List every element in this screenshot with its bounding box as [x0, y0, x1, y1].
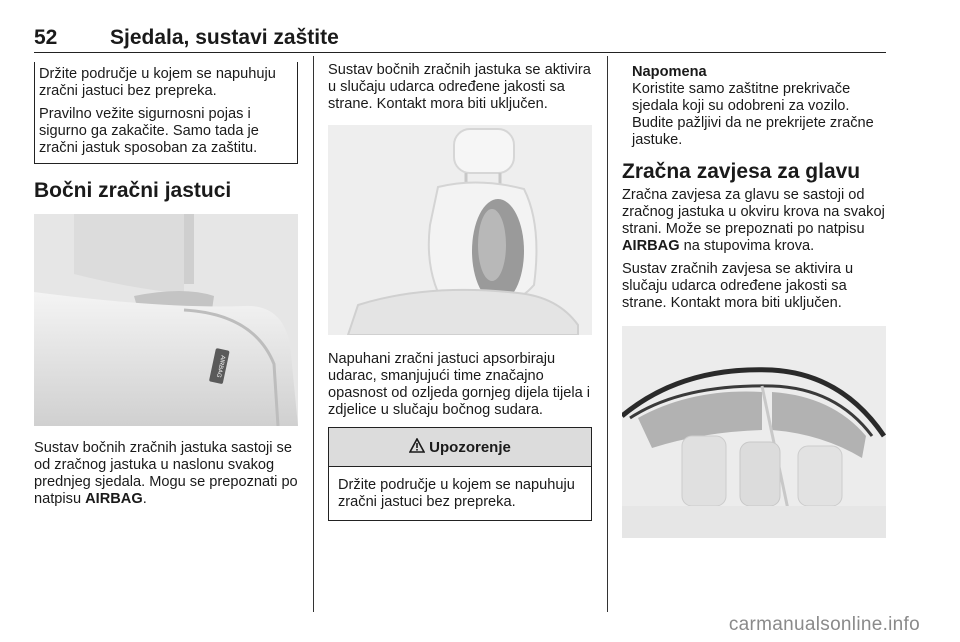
page-header: [34, 26, 886, 53]
column-divider-2: [607, 56, 608, 612]
side-airbag-text-end: .: [142, 491, 147, 507]
seat-airbag-illustration: [328, 125, 592, 335]
chapter-title: Sjedala, sustavi zaštite: [110, 26, 339, 49]
warning-body-text: Držite područje u kojem se napuhuju zračni jastuci bez prepreka.: [338, 477, 575, 510]
seat-backrest-illustration: [34, 214, 298, 426]
side-airbag-activation-text: Sustav bočnih zračnih jastuka se aktivira u slučaju udarca određene jakosti sa strane. Kontakt mora biti uključen.: [328, 62, 591, 112]
column-middle: [328, 62, 592, 521]
warning-triangle-icon: [409, 438, 425, 457]
column-divider-1: [313, 56, 314, 612]
column-right: [622, 64, 888, 538]
inflated-airbag-text: Napuhani zračni jastuci apsorbiraju udarac, smanjujući time značajno opasnost od ozljeda gornjeg dijela tijela i zdjelice u slučaju bočnog sudara.: [328, 351, 591, 418]
note-block: [622, 64, 888, 149]
note-text: Koristite samo zaštitne prekrivače sjedala koji su odobreni za vozilo. Budite pažljivi da ne prekrijete zračne jastuke.: [632, 81, 874, 148]
warning-text-2: Pravilno vežite sigurnosni pojas i sigurno ga zakačite. Samo tada je zračni jastuk sposoban za zaštitu.: [39, 106, 259, 156]
curtain-airbag-activation-text: Sustav zračnih zavjesa se aktivira u slučaju udarca određene jakosti sa strane. Kontakt mora biti uključen.: [622, 261, 854, 311]
watermark: carmanualsonline.info: [728, 614, 920, 635]
airbag-keyword-2: AIRBAG: [622, 238, 680, 254]
curtain-airbag-illustration: [622, 326, 886, 538]
note-title: Napomena: [632, 64, 707, 80]
curtain-airbag-text: Zračna zavjesa za glavu se sastoji od zračnog jastuka u okviru krova na svakoj strani. Može se prepoznati po natpisu: [622, 187, 885, 237]
warning-continuation-box: [34, 62, 298, 164]
side-airbag-description: [34, 440, 298, 508]
side-airbag-text: Sustav bočnih zračnih jastuka sastoji se od zračnog jastuka u naslonu svakog prednjeg sjedala. Mogu se prepoznati po natpisu: [34, 440, 298, 507]
curtain-airbag-text-end: na stupovima krova.: [679, 238, 815, 254]
warning-title: Upozorenje: [429, 438, 511, 456]
warning-text-1: Držite područje u kojem se napuhuju zračni jastuci bez prepreka.: [39, 66, 276, 99]
airbag-seat-label: AIRBAG: [214, 354, 226, 379]
airbag-keyword: AIRBAG: [85, 491, 143, 507]
warning-header: [329, 428, 591, 467]
column-left: [34, 62, 298, 508]
curtain-airbag-description: [622, 187, 888, 255]
page-number: 52: [34, 26, 58, 49]
section-title-curtain-airbag: Zračna zavjesa za glavu: [622, 160, 861, 183]
section-title-side-airbags: Bočni zračni jastuci: [34, 179, 232, 202]
warning-box: [328, 427, 592, 521]
